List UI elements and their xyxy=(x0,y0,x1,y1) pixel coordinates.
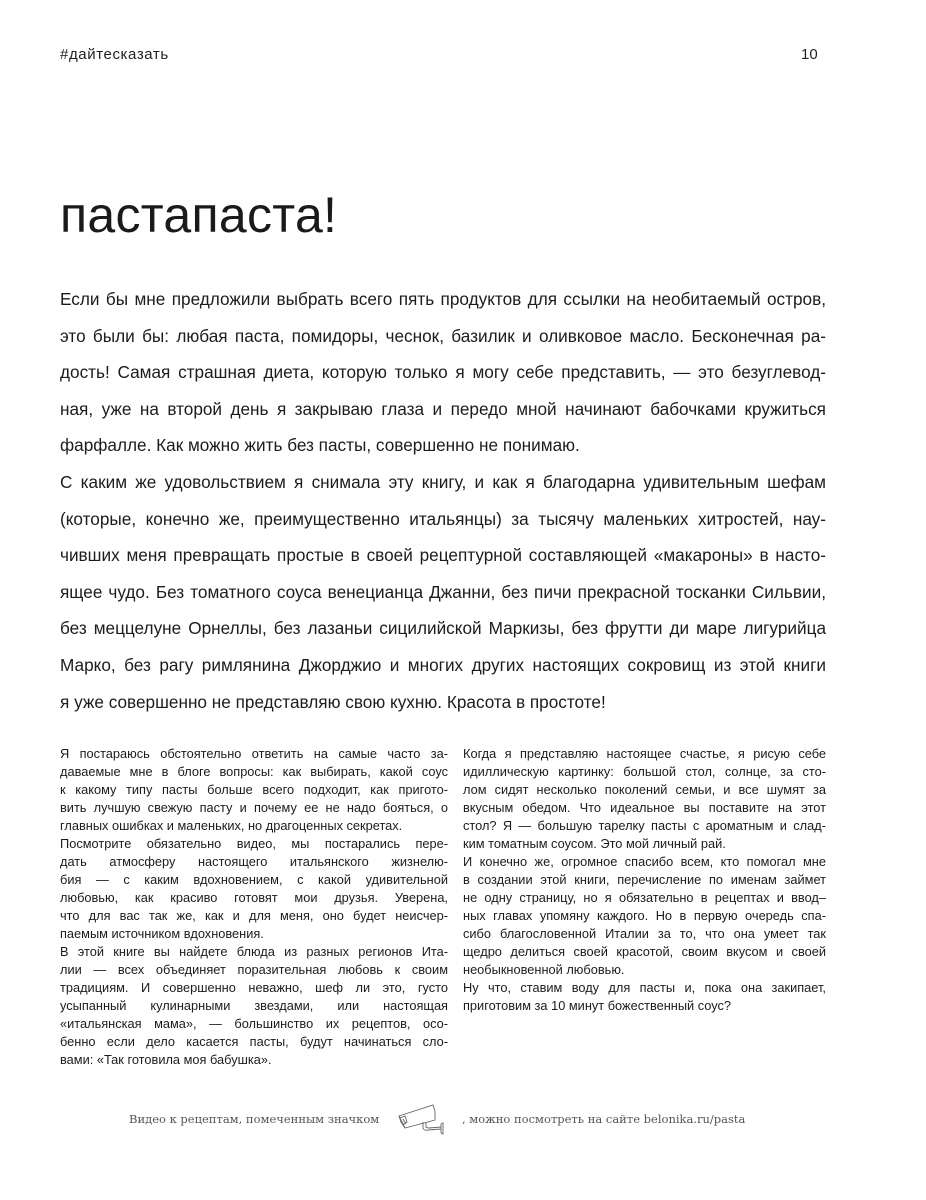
text-line: идиллическую картинку: большой стол, солнце, за сто- xyxy=(463,764,826,779)
footer-text-before-icon: Видео к рецептам, помеченным значком xyxy=(129,1112,380,1126)
text-line: В этой книге вы найдете блюда из разных регионов Ита- xyxy=(60,944,448,959)
text-line: И конечно же, огромное спасибо всем, кто помогал мне xyxy=(463,854,826,869)
left-column-text xyxy=(60,745,448,1069)
text-line: ким томатным соусом. Это мой личный рай. xyxy=(463,836,726,851)
text-line: дать атмосферу настоящего итальянского жизнелю- xyxy=(60,854,448,869)
text-line: любовью, как красиво готовят мои друзья. Уверена, xyxy=(60,890,448,905)
text-line: стол? Я — большую тарелку пасты с ароматным и слад- xyxy=(463,818,826,833)
text-line: не одну страницу, но я обязательно в рецептах и ввод– xyxy=(463,890,826,905)
text-line: сибо благословенной Италии за то, что она умеет так xyxy=(463,926,826,941)
text-line: в создании этой книги, перечисление по именам займет xyxy=(463,872,826,887)
text-line: Марко, без рагу римлянина Джорджио и многих других настоящих сокровищ из этой книги xyxy=(60,654,826,675)
text-line: ных главах упомяну каждого. Но в первую очередь спа- xyxy=(463,908,826,923)
text-line: приготовим за 10 минут божественный соус? xyxy=(463,998,732,1013)
text-line: бенно если дело касается пасты, будут начинаться сло- xyxy=(60,1034,448,1049)
text-line: бия — с каким вдохновением, с какой удивительной xyxy=(60,872,448,887)
text-line: Посмотрите обязательно видео, мы постарались пере- xyxy=(60,836,448,851)
footer-text-after-icon: , можно посмотреть на сайте belonika.ru/pasta xyxy=(462,1112,746,1126)
text-line: без меццелуне Орнеллы, без лазаньи сицилийской Маркизы, без фрутти ди маре лигурийца xyxy=(60,618,826,639)
right-column-text xyxy=(463,745,826,1015)
text-line: усыпанный кулинарными звездами, или настоящая xyxy=(60,998,448,1013)
text-line: что для вас так же, как и для меня, оно будет неисчер- xyxy=(60,908,448,923)
text-line: щедро делиться своей красотой, своим вкусом и своей xyxy=(463,944,826,959)
text-line: это были бы: любая паста, помидоры, чеснок, базилик и оливковое масло. Бесконечная ра- xyxy=(60,325,826,346)
text-line: традициям. И совершенно неважно, шеф ли это, густо xyxy=(60,980,448,995)
text-line: даваемые мне в блоге вопросы: как выбирать, какой соус xyxy=(60,764,448,779)
text-line: Я постараюсь обстоятельно ответить на самые часто за- xyxy=(60,746,448,761)
text-line: чивших меня превращать простые в своей рецептурной составляющей «макароны» в насто- xyxy=(60,545,826,566)
text-line: необыкновенной любовью. xyxy=(463,962,625,977)
hashtag-label: #дайтесказать xyxy=(60,46,169,63)
text-line: лии — всех объединяет поразительная любовь к своим xyxy=(60,962,448,977)
lead-paragraph xyxy=(60,288,826,727)
text-line: вкусным обедом. Что идеальное вы поставите на этот xyxy=(463,800,826,815)
text-line: вами: «Так готовила моя бабушка». xyxy=(60,1052,272,1067)
text-line: Если бы мне предложили выбрать всего пять продуктов для ссылки на необитаемый остров, xyxy=(60,289,826,309)
text-line: фарфалле. Как можно жить без пасты, совершенно не понимаю. xyxy=(60,435,580,456)
text-line: ящее чудо. Без томатного соуса венецианца Джанни, без пичи прекрасной тосканки Сильвии, xyxy=(60,581,826,602)
text-line: паемым источником вдохновения. xyxy=(60,926,264,941)
text-line: С каким же удовольствием я снимала эту книгу, и как я благодарна удивительным шефам xyxy=(60,471,826,492)
text-line: я уже совершенно не представляю свою кухню. Красота в простоте! xyxy=(60,691,606,712)
text-line: Ну что, ставим воду для пасты и, пока она закипает, xyxy=(463,980,826,995)
text-line: главных ошибках и маленьких, но драгоценных секретах. xyxy=(60,818,403,833)
text-line: ная, уже на второй день я закрываю глаза и передо мной начинают бабочками кружиться xyxy=(60,398,826,419)
page-number: 10 xyxy=(801,46,818,63)
text-line: (которые, конечно же, преимущественно итальянцы) за тысячу маленьких хитростей, нау- xyxy=(60,508,826,529)
text-line: вить лучшую свежую пасту и почему ее не надо бояться, о xyxy=(60,800,448,815)
page-title: пастапаста! xyxy=(60,187,338,243)
text-line: лом сидят несколько поколений семьи, и все шумят за xyxy=(463,782,826,797)
text-line: к какому типу пасты больше всего подходит, как пригото- xyxy=(60,782,448,797)
text-line: Когда я представляю настоящее счастье, я рисую себе xyxy=(463,746,826,761)
text-line: дость! Самая страшная диета, которую только я могу себе представить, — это безуглевод- xyxy=(60,362,826,383)
video-camera-icon xyxy=(395,1102,457,1136)
text-line: «итальянская мама», — большинство их рецептов, осо- xyxy=(60,1016,448,1031)
